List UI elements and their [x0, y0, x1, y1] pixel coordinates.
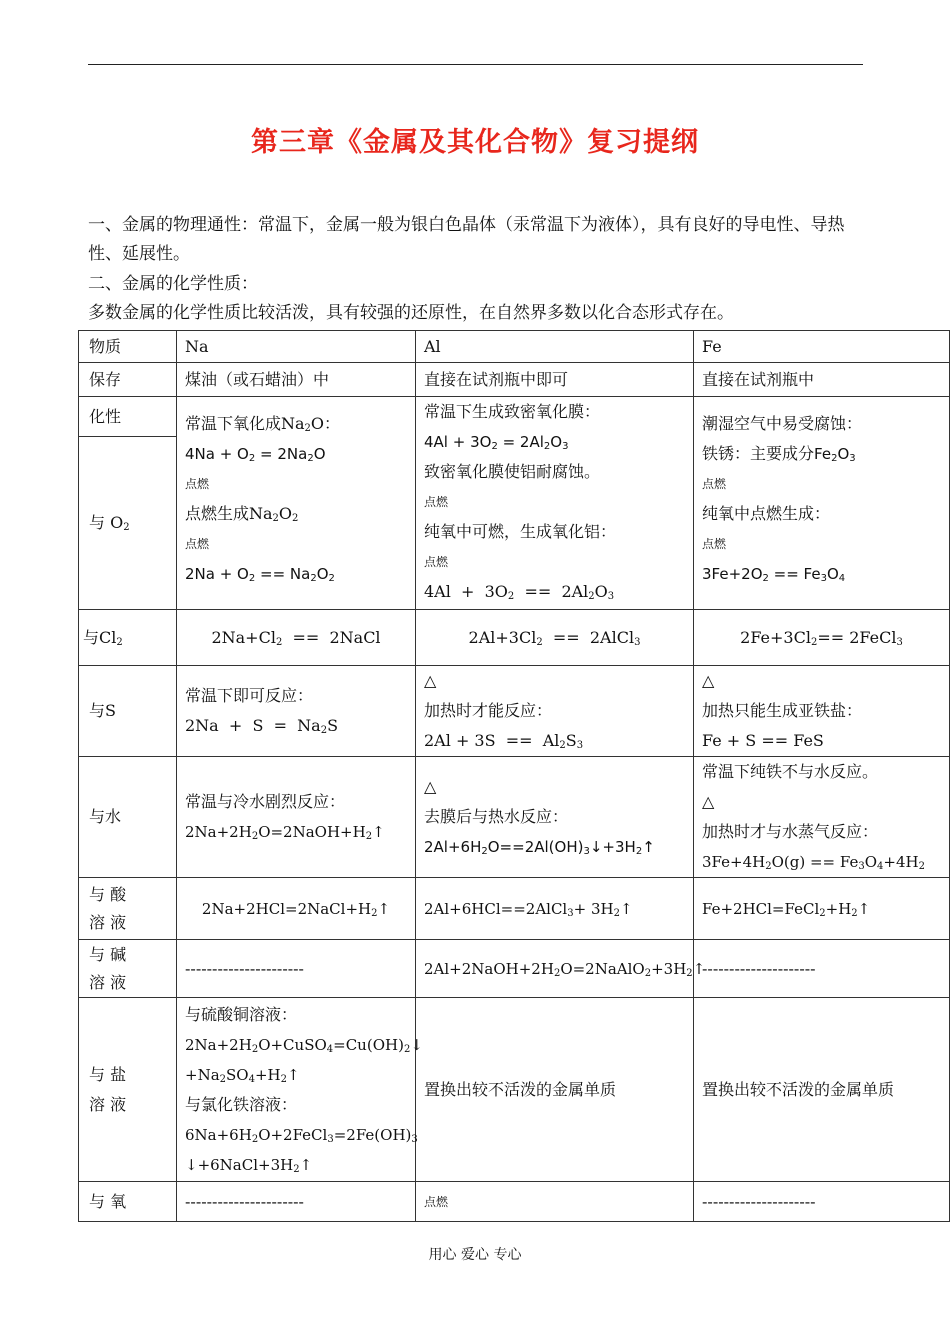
table-row-water [79, 757, 950, 878]
salt-al: 置换出较不活泼的金属单质 [416, 998, 694, 1182]
oxide-fe: --------------------- [694, 1182, 950, 1222]
o2-na: 常温下氧化成$Na_2O$： $4Na + O_2 = 2Na_2O$ 点燃 点燃生成$Na_2O_2$ 点燃 $2Na + O_2 == Na_2O_2$ [177, 397, 416, 610]
table-row-cl2 [79, 610, 950, 666]
row-label-oxide: 与 氧 [79, 1182, 177, 1222]
intro-paragraph-3: 多数金属的化学性质比较活泼，具有较强的还原性，在自然界多数以化合态形式存在。 [88, 303, 734, 323]
acid-fe: $Fe+2HCl=FeCl_2+H_2↑$ [694, 878, 950, 940]
page-footer: 用心 爱心 专心 [428, 1247, 522, 1263]
cl2-al: $2Al+3Cl_2$ == 2AlCl$_3$ [416, 610, 694, 666]
intro-paragraph-2: 二、金属的化学性质： [88, 274, 258, 294]
oxide-na: ---------------------- [177, 1182, 416, 1222]
storage-fe: 直接在试剂瓶中 [694, 363, 950, 397]
row-label-salt: 与 盐 溶 液 [79, 998, 177, 1182]
header-fe: Fe [694, 331, 950, 363]
base-fe: --------------------- [694, 940, 950, 998]
row-label-o2-cell [79, 397, 177, 610]
table-row-storage [79, 363, 950, 397]
storage-al: 直接在试剂瓶中即可 [416, 363, 694, 397]
row-label-base: 与 碱 溶 液 [79, 940, 177, 998]
s-na: 常温下即可反应： $2Na + S = Na_2S$ [177, 666, 416, 757]
water-na: 常温与冷水剧烈反应： $2Na+2H_2O=2NaOH+H_2↑$ [177, 757, 416, 878]
row-label-s: 与S [79, 666, 177, 757]
cl2-na: $2Na+Cl_2$ == 2NaCl [177, 610, 416, 666]
storage-na: 煤油（或石蜡油）中 [177, 363, 416, 397]
acid-na: $2Na+2HCl=2NaCl+H_2↑$ [177, 878, 416, 940]
table-row-acid [79, 878, 950, 940]
row-label-chemical-properties: 化性 [79, 397, 176, 437]
o2-fe: 潮湿空气中易受腐蚀： 铁锈：主要成分$Fe_2O_3$ 点燃 纯氧中点燃生成： 点燃 $3Fe+2O_2 == Fe_3O_4$ [694, 397, 950, 610]
row-label-cl2: 与$Cl_2$ [79, 610, 177, 666]
header-substance: 物质 [79, 331, 177, 363]
cl2-fe: $2Fe+3Cl_2==$ 2FeCl$_3$ [694, 610, 950, 666]
acid-al: 2Al+6HCl==2AlCl$_3$+ $3H_2↑$ [416, 878, 694, 940]
metal-properties-table [78, 330, 950, 1222]
base-na: ---------------------- [177, 940, 416, 998]
s-fe: △ 加热只能生成亚铁盐： Fe + S == FeS [694, 666, 950, 757]
salt-fe: 置换出较不活泼的金属单质 [694, 998, 950, 1182]
water-al: △ 去膜后与热水反应： $2Al+6H_2O==2Al(OH)_3↓+3H_2↑$ [416, 757, 694, 878]
row-label-o2: 与 $O_2$ [89, 513, 130, 533]
header-rule [88, 64, 863, 65]
table-row-oxide [79, 1182, 950, 1222]
table-row-o2 [79, 397, 950, 610]
row-label-storage: 保存 [79, 363, 177, 397]
base-al: $2Al+2NaOH+2H_2O=2NaAlO_2+3H_2↑$ [416, 940, 694, 998]
water-fe: 常温下纯铁不与水反应。 △ 加热时才与水蒸气反应： $3Fe+4H_2O(g) == Fe_3O_4+4H_2$ [694, 757, 950, 878]
row-label-water: 与水 [79, 757, 177, 878]
table-row-base [79, 940, 950, 998]
table-row-s [79, 666, 950, 757]
s-al: △ 加热时才能反应： $2Al + 3S == Al_2S_3$ [416, 666, 694, 757]
salt-na: 与硫酸铜溶液： $2Na+2H_2O+CuSO_4=Cu(OH)_2↓$ $+Na_2SO_4+H_2↑$ 与氯化铁溶液： $6Na+6H_2O+2FeCl_3=2Fe(OH)_3$ $↓+6NaCl+3H_2↑$ [177, 998, 416, 1182]
table-row-salt [79, 998, 950, 1182]
oxide-al: 点燃 [416, 1182, 694, 1222]
header-al: Al [416, 331, 694, 363]
intro-paragraph-1: 一、金属的物理通性：常温下，金属一般为银白色晶体（汞常温下为液体），具有良好的导电性、导热性、延展性。 [88, 215, 845, 264]
o2-al: 常温下生成致密氧化膜： $4Al + 3O_2 = 2Al_2O_3$ 致密氧化膜使铝耐腐蚀。 点燃 纯氧中可燃，生成氧化铝： 点燃 $4Al + 3O_2 == 2Al_2O_3$ [416, 397, 694, 610]
header-na: Na [177, 331, 416, 363]
table-row-header [79, 331, 950, 363]
row-label-acid: 与 酸 溶 液 [79, 878, 177, 940]
page-title: 第三章《金属及其化合物》复习提纲 [251, 127, 699, 158]
